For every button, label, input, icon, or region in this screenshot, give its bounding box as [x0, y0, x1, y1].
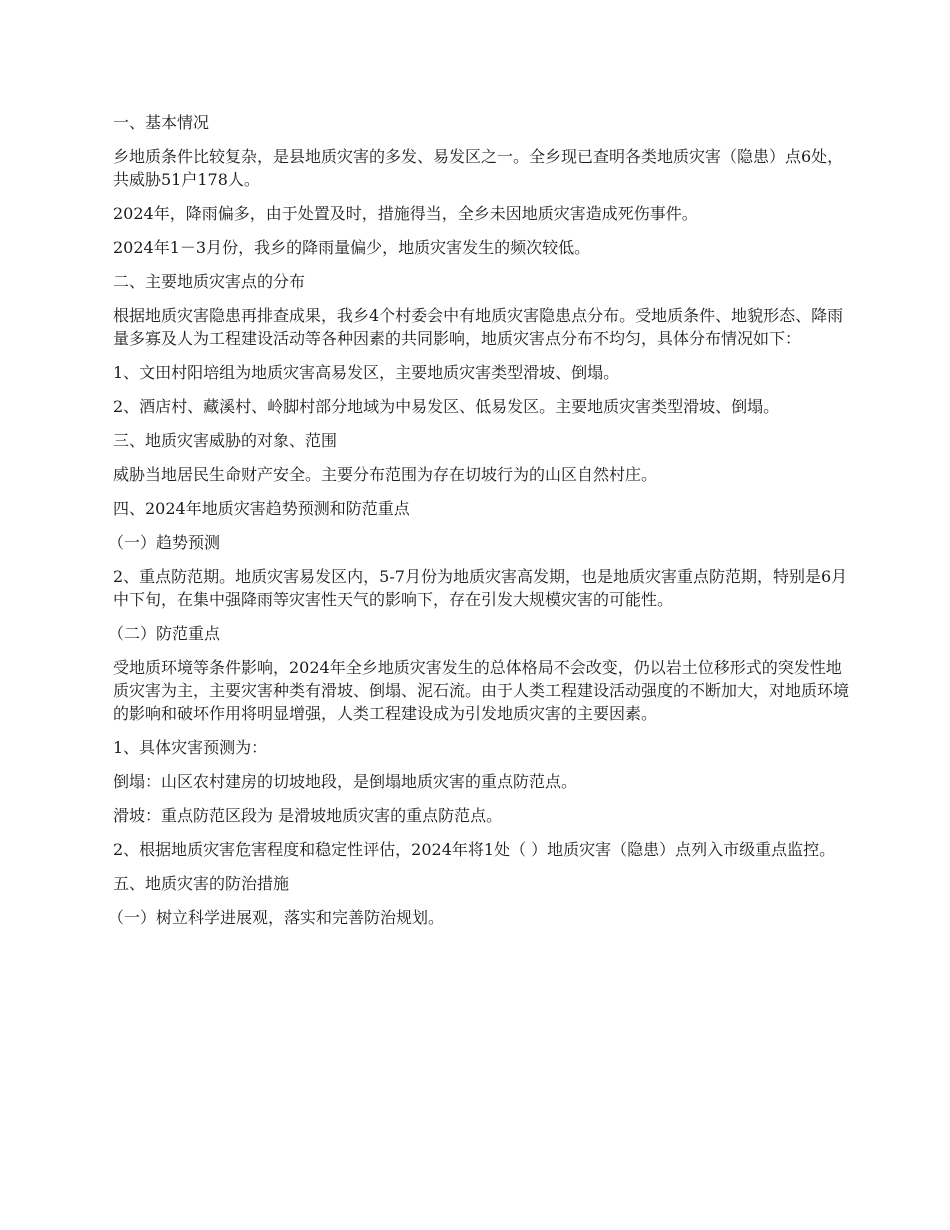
- subsection-heading-planning: （一）树立科学进展观，落实和完善防治规划。: [108, 908, 445, 927]
- paragraph: 倒塌：山区农村建房的切坡地段，是倒塌地质灾害的重点防范点。: [113, 772, 578, 791]
- paragraph: 2、根据地质灾害危害程度和稳定性评估，2024年将1处（ ）地质灾害（隐患）点列入市级重点监控。: [113, 840, 836, 859]
- paragraph: 2、酒店村、藏溪村、岭脚村部分地域为中易发区、低易发区。主要地质灾害类型滑坡、倒塌。: [113, 397, 780, 416]
- paragraph: 滑坡：重点防范区段为 是滑坡地质灾害的重点防范点。: [113, 806, 503, 825]
- section-heading-measures: 五、地质灾害的防治措施: [113, 874, 290, 893]
- paragraph: 2024年1－3月份，我乡的降雨量偏少，地质灾害发生的频次较低。: [113, 238, 591, 257]
- paragraph: 受地质环境等条件影响，2024年全乡地质灾害发生的总体格局不会改变，仍以岩土位移形式的突发性地质灾害为主，主要灾害种类有滑坡、倒塌、泥石流。由于人类工程建设活动强度的不断加大，对地质环境的影响和破坏作用将明显增强，人类工程建设成为引发地质灾害的主要因素。: [113, 658, 850, 723]
- section-heading-basic: 一、基本情况: [113, 113, 210, 132]
- paragraph: 1、具体灾害预测为：: [113, 738, 268, 757]
- paragraph: 2、重点防范期。地质灾害易发区内，5-7月份为地质灾害高发期，也是地质灾害重点防范期，特别是6月中下旬，在集中强降雨等灾害性天气的影响下，存在引发大规模灾害的可能性。: [113, 567, 848, 609]
- paragraph: 根据地质灾害隐患再排查成果，我乡4个村委会中有地质灾害隐患点分布。受地质条件、地貌形态、降雨量多寡及人为工程建设活动等各种因素的共同影响，地质灾害点分布不均匀，具体分布情况如下：: [113, 306, 844, 348]
- paragraph: 2024年，降雨偏多，由于处置及时，措施得当，全乡未因地质灾害造成死伤事件。: [113, 204, 698, 223]
- section-heading-threat: 三、地质灾害威胁的对象、范围: [113, 431, 338, 450]
- paragraph: 威胁当地居民生命财产安全。主要分布范围为存在切坡行为的山区自然村庄。: [113, 465, 658, 484]
- section-heading-distribution: 二、主要地质灾害点的分布: [113, 272, 306, 291]
- subsection-heading-trend: （一）趋势预测: [108, 533, 221, 552]
- paragraph: 1、文田村阳培组为地质灾害高易发区，主要地质灾害类型滑坡、倒塌。: [113, 363, 620, 382]
- paragraph: 乡地质条件比较复杂，是县地质灾害的多发、易发区之一。全乡现已查明各类地质灾害（隐患）点6处，共威胁51户178人。: [113, 147, 844, 189]
- section-heading-forecast: 四、2024年地质灾害趋势预测和防范重点: [113, 499, 410, 518]
- subsection-heading-prevention: （二）防范重点: [108, 624, 221, 643]
